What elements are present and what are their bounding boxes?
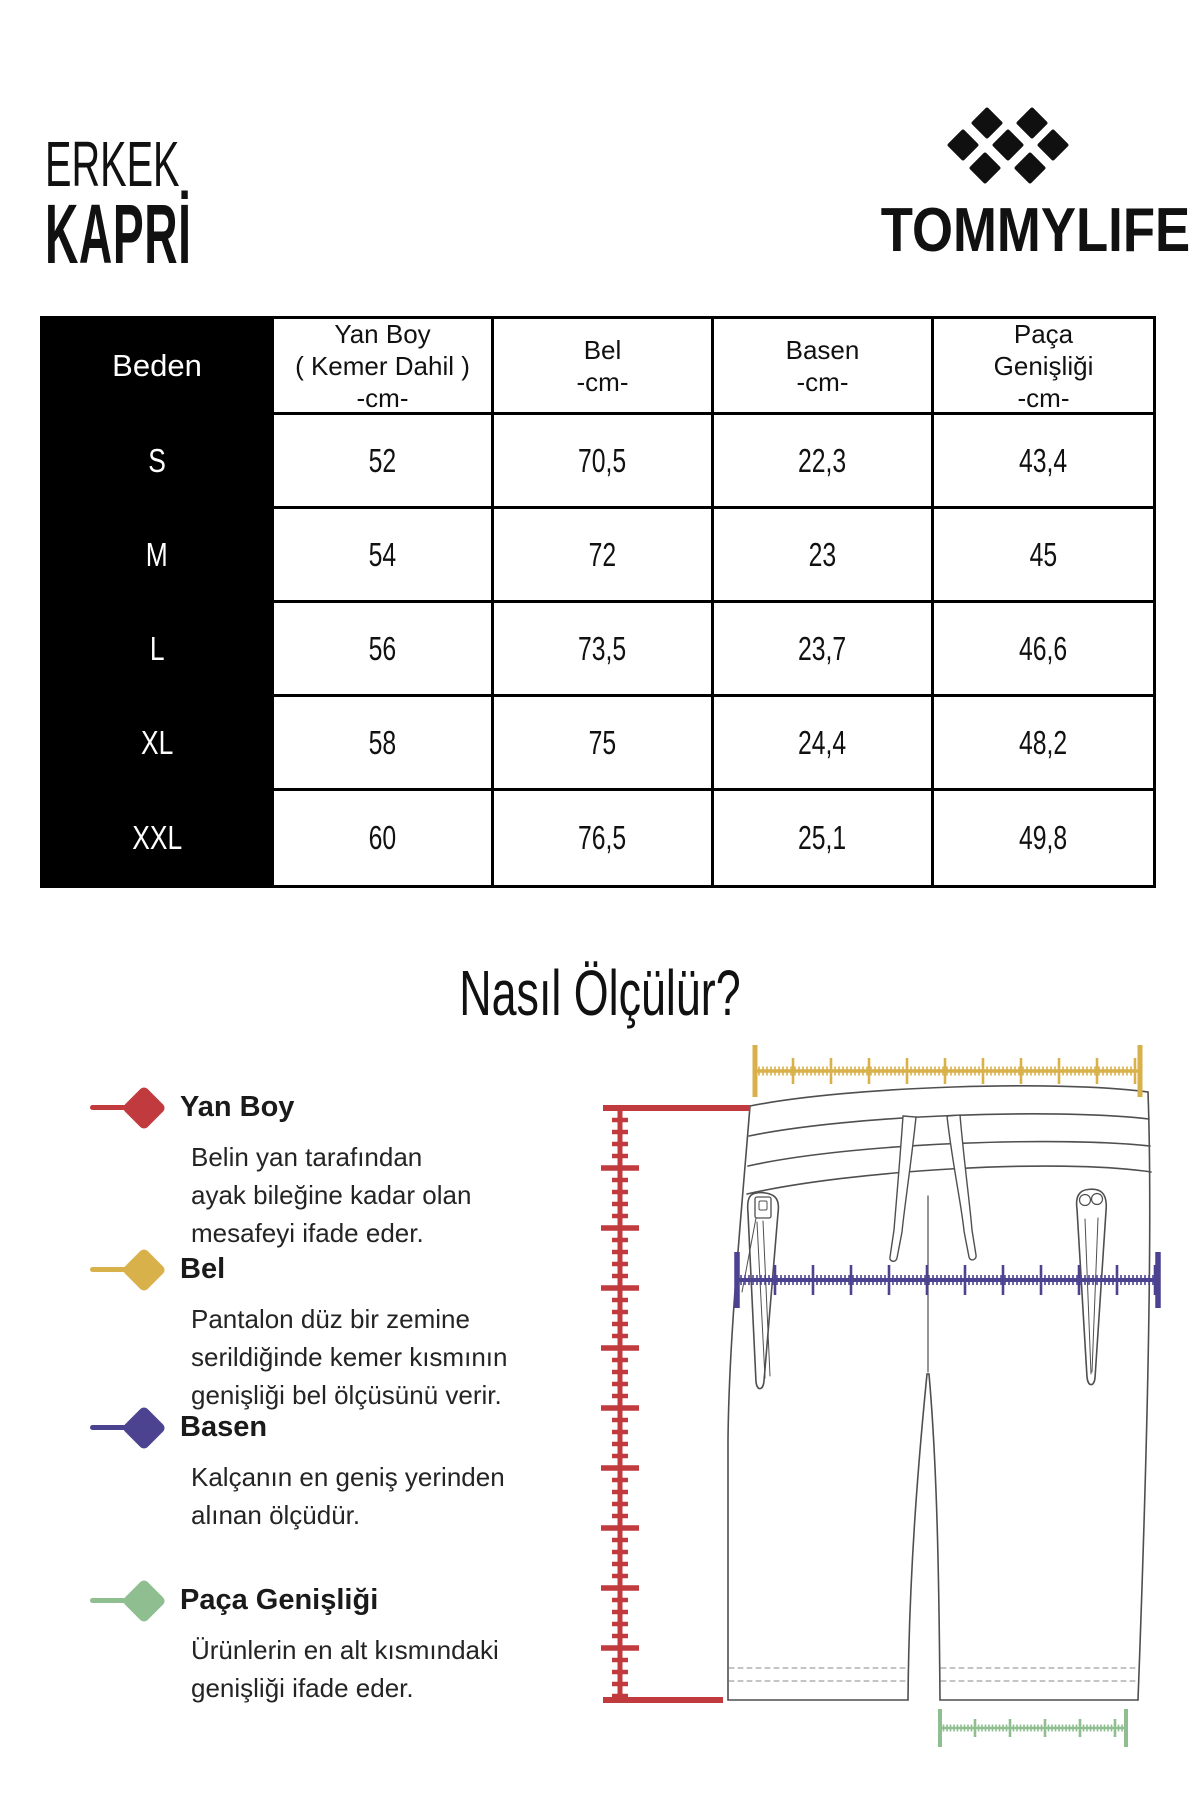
how-to-measure-heading: Nasıl Ölçülür? xyxy=(459,957,741,1029)
table-value-cell: 45 xyxy=(934,509,1153,603)
legend-label: Yan Boy xyxy=(180,1091,295,1123)
pants-drawing xyxy=(728,1086,1151,1700)
legend-item xyxy=(90,1247,520,1414)
table-value-cell: 43,4 xyxy=(934,415,1153,509)
table-column-header: Yan Boy ( Kemer Dahil ) -cm- xyxy=(274,319,494,415)
table-value-cell: 76,5 xyxy=(494,791,714,885)
table-value-cell: 70,5 xyxy=(494,415,714,509)
diamond-marker-icon xyxy=(121,1578,166,1623)
table-column-header: Paça Genişliği -cm- xyxy=(934,319,1153,415)
table-size-cell: M xyxy=(43,509,274,603)
table-value-cell: 49,8 xyxy=(934,791,1153,885)
table-value-cell: 25,1 xyxy=(714,791,934,885)
page-title-line2: KAPRİ xyxy=(45,187,192,281)
table-value-cell: 60 xyxy=(274,791,494,885)
legend-description: Ürünlerin en alt kısmındaki genişliği ifade eder. xyxy=(191,1635,499,1703)
table-value-cell: 23,7 xyxy=(714,603,934,697)
table-value-cell: 58 xyxy=(274,697,494,791)
measure-rulers xyxy=(601,1045,1158,1747)
table-value-cell: 54 xyxy=(274,509,494,603)
table-size-cell: XL xyxy=(43,697,274,791)
table-value-cell: 23 xyxy=(714,509,934,603)
legend-label: Bel xyxy=(180,1253,226,1285)
table-size-cell: S xyxy=(43,415,274,509)
diamond-marker-icon xyxy=(121,1405,166,1450)
legend-item xyxy=(90,1405,520,1534)
page-title-line1: ERKEK xyxy=(45,128,180,200)
table-value-cell: 22,3 xyxy=(714,415,934,509)
table-size-cell: L xyxy=(43,603,274,697)
brand-logo xyxy=(858,86,1191,265)
paca-genisligi-ruler xyxy=(940,1709,1126,1747)
table-value-cell: 24,4 xyxy=(714,697,934,791)
diamond-marker-icon xyxy=(121,1247,166,1292)
legend-description: Kalçanın en geniş yerinden alınan ölçüdür. xyxy=(191,1462,505,1530)
legend-description: Pantalon düz bir zemine serildiğinde kemer kısmının genişliği bel ölçüsünü verir. xyxy=(191,1304,508,1410)
brand-diamonds-icon xyxy=(858,86,1162,190)
legend-label: Paça Genişliği xyxy=(180,1584,379,1616)
table-corner-header: Beden xyxy=(43,319,274,415)
measure-diagram xyxy=(580,1040,1200,1800)
bel-ruler xyxy=(755,1045,1140,1097)
legend-item xyxy=(90,1085,520,1252)
table-column-header: Basen -cm- xyxy=(714,319,934,415)
table-value-cell: 73,5 xyxy=(494,603,714,697)
table-column-header: Bel -cm- xyxy=(494,319,714,415)
table-value-cell: 75 xyxy=(494,697,714,791)
table-size-cell: XXL xyxy=(43,791,274,885)
table-value-cell: 52 xyxy=(274,415,494,509)
table-value-cell: 56 xyxy=(274,603,494,697)
size-table xyxy=(40,316,1156,888)
page-title xyxy=(45,128,311,281)
legend-item xyxy=(90,1578,520,1707)
legend-description: Belin yan tarafından ayak bileğine kadar olan mesafeyi ifade eder. xyxy=(191,1142,472,1248)
diamond-marker-icon xyxy=(121,1085,166,1130)
brand-name: TOMMYLIFE xyxy=(880,196,1191,265)
legend-label: Basen xyxy=(180,1411,268,1443)
table-value-cell: 46,6 xyxy=(934,603,1153,697)
table-value-cell: 72 xyxy=(494,509,714,603)
table-value-cell: 48,2 xyxy=(934,697,1153,791)
